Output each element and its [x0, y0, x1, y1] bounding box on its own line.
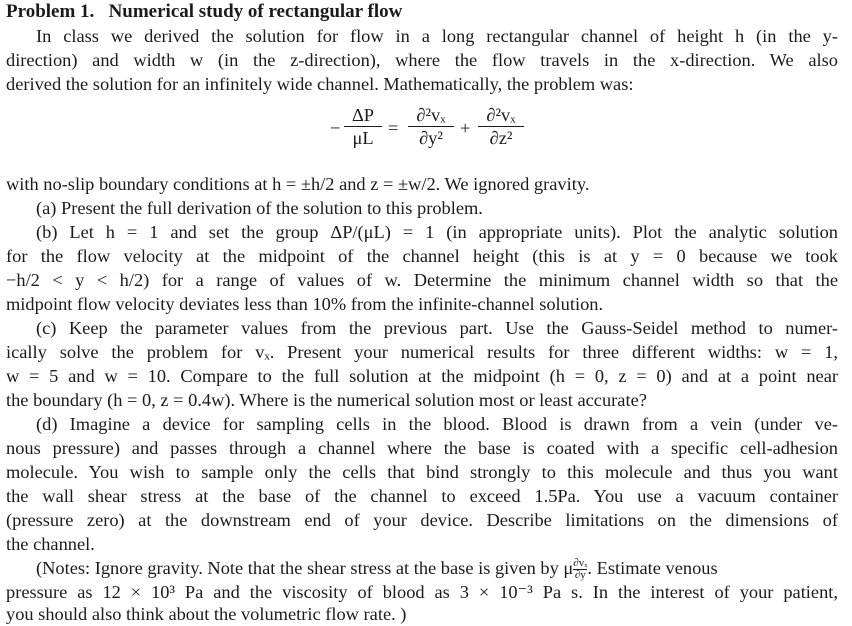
governing-equation: [330, 104, 530, 164]
lhs-denominator: μL: [344, 126, 382, 149]
minus-sign: −: [330, 118, 341, 138]
lhs-numerator: ΔP: [351, 105, 375, 125]
part-b-line-4: midpoint flow velocity deviates less than 10% from the infinite-channel solution.: [6, 294, 604, 314]
part-d-line-1: (d) Imagine a device for sampling cells in the blood. Blood is drawn from a vein (under ve-: [36, 414, 838, 434]
part-d-line-2: nous pressure) and passes through a channel where the base is coated with a specific cell-adhesion: [6, 438, 838, 458]
part-c-line-2: ically solve the problem for vₓ. Present your numerical results for three different widths: w = 1,: [6, 342, 838, 362]
shear-derivative: [573, 558, 587, 581]
part-b-line-3: −h/2 < y < h/2) for a range of values of w. Determine the minimum channel width so that the: [6, 270, 838, 290]
part-d-line-6: the channel.: [6, 534, 95, 554]
problem-label: Problem 1.: [6, 1, 95, 22]
notes-line-2: pressure as 12 × 10³ Pa and the viscosity of blood as 3 × 10⁻³ Pa s. In the interest of your patient,: [6, 582, 838, 602]
part-d-line-3: molecule. You wish to sample only the cells that bind strongly to this molecule and thus you want: [6, 462, 838, 482]
part-c-line-4: the boundary (h = 0, z = 0.4w). Where is the numerical solution most or least accurate?: [6, 390, 647, 410]
notes-line-3: you should also think about the volumetric flow rate. ): [6, 604, 407, 624]
equals-sign: =: [388, 118, 399, 138]
part-a-line-1: (a) Present the full derivation of the solution to this problem.: [36, 198, 483, 218]
intro-line-3: derived the solution for an infinitely wide channel. Mathematically, the problem was:: [6, 74, 634, 94]
term1-fraction: [408, 104, 454, 149]
part-b-line-2: for the flow velocity at the midpoint of the channel height (this is at y = 0 because we took: [6, 246, 838, 266]
term2-numerator: ∂²vₓ: [486, 105, 516, 125]
lhs-fraction: [344, 104, 382, 149]
shear-numerator: ∂vₓ: [573, 557, 588, 570]
term1-denominator: ∂y²: [408, 126, 454, 149]
term1-numerator: ∂²vₓ: [416, 105, 446, 125]
problem-heading: [6, 0, 852, 24]
boundary-conditions: with no-slip boundary conditions at h = ±h/2 and z = ±w/2. We ignored gravity.: [6, 174, 590, 194]
part-b-line-1: (b) Let h = 1 and set the group ΔP/(μL) = 1 (in appropriate units). Plot the analytic solution: [36, 222, 838, 242]
shear-denominator: ∂y: [574, 569, 586, 582]
term2-fraction: [478, 104, 524, 149]
intro-line-2: direction) and width w (in the z-direction), where the flow travels in the x-direction. We also: [6, 50, 838, 70]
notes-line-1-tail: . Estimate venous: [587, 558, 718, 578]
notes-line-1-text: (Notes: Ignore gravity. Note that the shear stress at the base is given by μ: [36, 558, 574, 578]
plus-sign: +: [460, 118, 471, 138]
problem-title: Numerical study of rectangular flow: [108, 1, 403, 22]
part-d-line-5: (pressure zero) at the downstream end of your device. Describe limitations on the dimensions of: [6, 510, 838, 530]
term2-denominator: ∂z²: [478, 126, 524, 149]
part-c-line-1: (c) Keep the parameter values from the previous part. Use the Gauss-Seidel method to numer-: [36, 318, 838, 338]
notes-line-1: [36, 556, 852, 581]
intro-line-1: In class we derived the solution for flow in a long rectangular channel of height h (in the y-: [36, 26, 838, 46]
part-c-line-3: w = 5 and w = 10. Compare to the full solution at the midpoint (h = 0, z = 0) and at a point near: [6, 366, 838, 386]
part-d-line-4: the wall shear stress at the base of the channel to exceed 1.5Pa. You use a vacuum container: [6, 486, 838, 506]
